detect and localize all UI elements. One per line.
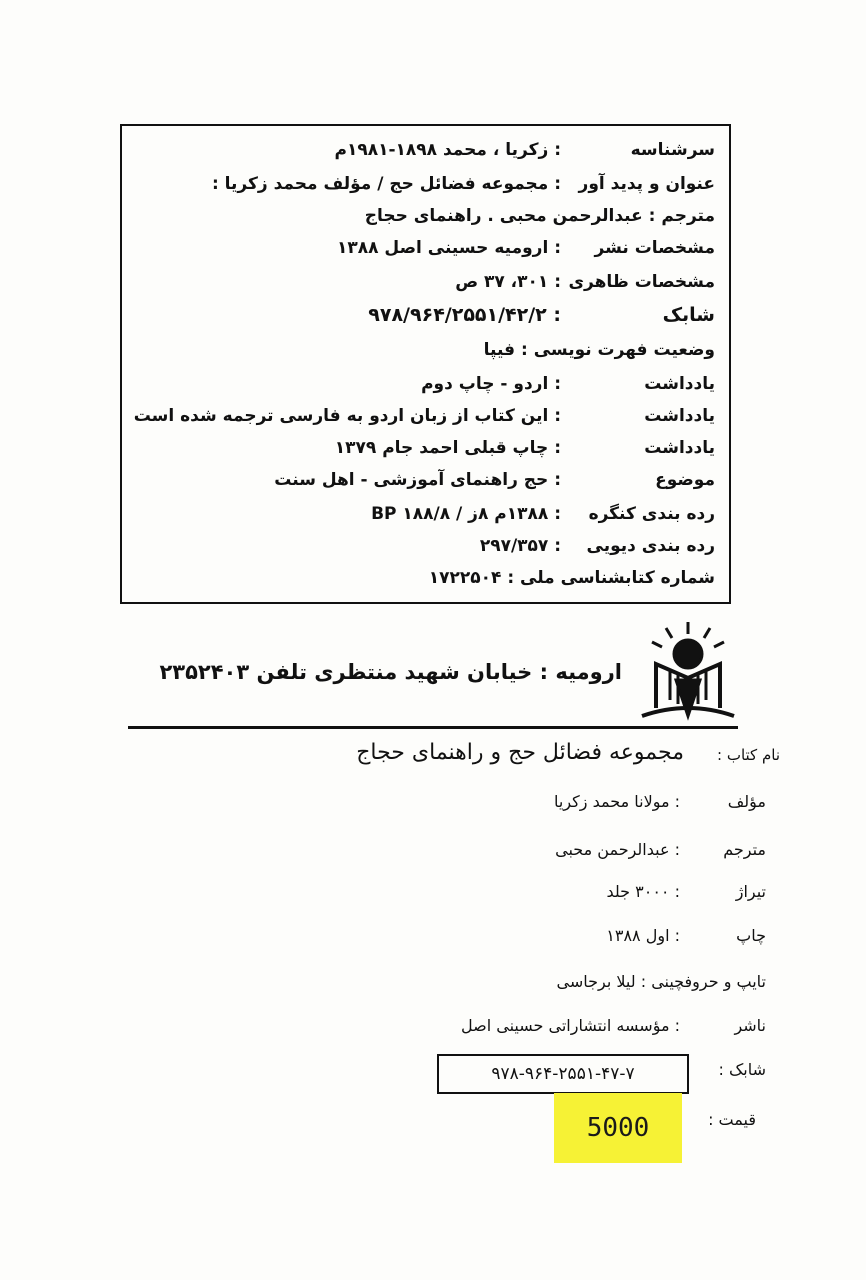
cip-row-translator: [122, 206, 729, 238]
isbn-value-box: ۹۷۸-۹۶۴-۲۵۵۱-۴۷-۷: [437, 1054, 689, 1094]
publisher-value: : مؤسسه انتشاراتی حسینی اصل: [461, 1016, 680, 1035]
cip-row-dewey: [122, 536, 729, 568]
cip-row-physical: [122, 272, 729, 304]
cip-value: : زکریا ، محمد ۱۸۹۸-۱۹۸۱م: [334, 140, 561, 160]
section-divider: [128, 726, 738, 729]
cip-row-title: [122, 174, 729, 206]
cip-row-note-2: [122, 406, 729, 438]
cip-value: : ۱۳۸۸م ۸ز / ۱۸۸/۸ BP: [371, 504, 561, 524]
cip-value: : ۳۰۱، ۳۷ ص: [455, 272, 561, 292]
publisher-label: ناشر: [734, 1016, 766, 1035]
cip-label: سرشناسه: [630, 140, 715, 160]
isbn-label: شابک :: [718, 1060, 766, 1079]
cip-value: : اردو - چاپ دوم: [421, 374, 561, 394]
publisher-logo-icon: [636, 620, 740, 724]
cip-value: : ۲۹۷/۳۵۷: [479, 536, 561, 556]
translator-label: مترجم: [723, 840, 766, 859]
cataloging-in-publication-box: [120, 124, 731, 604]
cip-value: : چاپ قبلی احمد جام ۱۳۷۹: [334, 438, 561, 458]
cip-full-line: شماره کتابشناسی ملی : ۱۷۲۲۵۰۴: [428, 568, 715, 588]
cip-row-note-1: [122, 374, 729, 406]
cip-label: یادداشت: [644, 438, 715, 458]
cip-row-national-number: [122, 568, 729, 600]
cip-label: رده بندی کنگره: [588, 504, 715, 524]
circulation-value: : ۳۰۰۰ جلد: [606, 882, 680, 901]
edition-label: چاپ: [736, 926, 766, 945]
cip-value: : مجموعه فضائل حج / مؤلف محمد زکریا :: [211, 174, 561, 194]
author-label: مؤلف: [727, 792, 766, 811]
book-title-value: مجموعه فضائل حج و راهنمای حجاج: [356, 740, 684, 765]
typesetting-text: تایپ و حروفچینی : لیلا برجاسی: [556, 972, 766, 991]
cip-label: مشخصات ظاهری: [568, 272, 715, 292]
cip-row-main-entry: [122, 140, 729, 172]
cip-label: شابک: [662, 304, 715, 326]
cip-full-line: وضعیت فهرت نویسی : فیپا: [483, 340, 715, 360]
price-label: قیمت :: [708, 1110, 756, 1129]
cip-label: عنوان و پدید آور: [578, 174, 715, 194]
edition-value: : اول ۱۳۸۸: [606, 926, 680, 945]
cip-row-subject: [122, 470, 729, 502]
cip-value: : حج راهنمای آموزشی - اهل سنت: [274, 470, 561, 490]
cip-label: رده بندی دیویی: [586, 536, 715, 556]
cip-row-note-3: [122, 438, 729, 470]
cip-row-isbn: [122, 304, 729, 336]
cip-row-status: [122, 340, 729, 372]
cip-label: یادداشت: [644, 406, 715, 426]
publisher-address: ارومیه : خیابان شهید منتظری تلفن ۲۳۵۲۴۰۳: [159, 660, 622, 684]
cip-row-publication: [122, 238, 729, 270]
cip-label: مشخصات نشر: [594, 238, 715, 258]
cip-label: موضوع: [655, 470, 715, 490]
cip-value: : ۹۷۸/۹۶۴/۲۵۵۱/۴۲/۲: [368, 304, 561, 326]
translator-value: : عبدالرحمن محبی: [555, 840, 680, 859]
cip-value: : ارومیه حسینی اصل ۱۳۸۸: [337, 238, 561, 258]
price-sticker: 5000: [554, 1093, 682, 1163]
author-value: : مولانا محمد زکریا: [554, 792, 680, 811]
cip-row-lc-class: [122, 504, 729, 536]
cip-label: یادداشت: [644, 374, 715, 394]
cip-value: : این کتاب از زبان اردو به فارسی ترجمه شده است: [133, 406, 561, 426]
cip-full-line: مترجم : عبدالرحمن محبی . راهنمای حجاج: [364, 206, 715, 226]
circulation-label: تیراژ: [735, 882, 766, 901]
book-title-label: نام کتاب :: [717, 746, 780, 764]
